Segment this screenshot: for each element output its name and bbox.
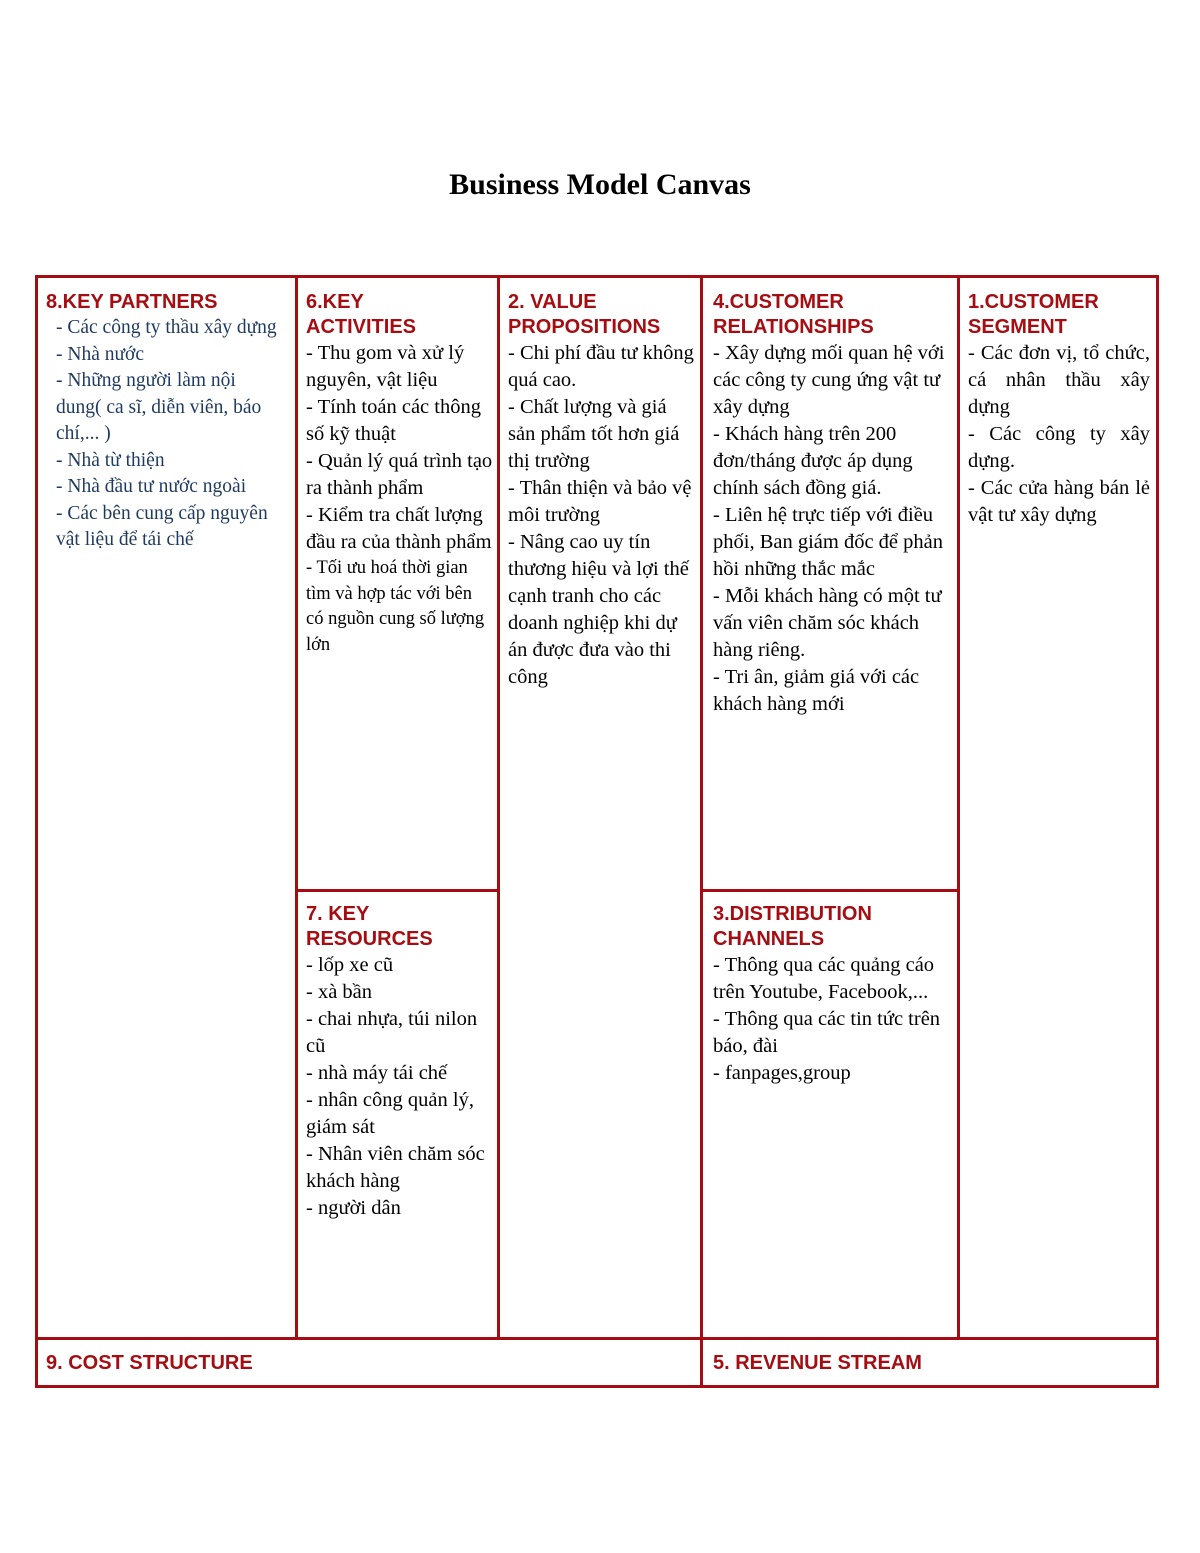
revenue-stream-block xyxy=(713,1351,1143,1376)
cost-structure-heading: 9. COST STRUCTURE xyxy=(46,1352,253,1374)
customer-relationships-block xyxy=(713,290,951,718)
key-resources-list xyxy=(306,952,494,1222)
key-activities-list xyxy=(306,340,494,658)
key-partners-block xyxy=(46,290,286,554)
distribution-channels-heading: 3.DISTRIBUTION CHANNELS xyxy=(713,903,872,950)
customer-segment-heading: 1.CUSTOMER SEGMENT xyxy=(968,291,1099,338)
cost-structure-block xyxy=(46,1351,686,1376)
key-resources-item: - Nhân viên chăm sóc khách hàng xyxy=(306,1143,485,1192)
key-activities-heading: 6.KEY ACTIVITIES xyxy=(306,291,417,338)
customer-segment-block xyxy=(968,290,1150,529)
divider-bottom-row xyxy=(38,1337,1156,1340)
value-propositions-item: - Nâng cao uy tín thương hiệu và lợi thế cạnh tranh cho các doanh nghiệp khi dự án được đưa vào thi công xyxy=(508,531,689,688)
key-partners-item: - Nhà đầu tư nước ngoài xyxy=(56,476,247,497)
customer-segment-item: - Các cửa hàng bán lẻ vật tư xây dựng xyxy=(968,477,1150,526)
key-activities-block xyxy=(306,290,494,658)
value-propositions-block xyxy=(508,290,696,691)
key-partners-heading: 8.KEY PARTNERS xyxy=(46,291,218,313)
divider-activities-value xyxy=(497,278,500,1338)
customer-relationships-list xyxy=(713,340,951,718)
key-activities-item: - Tính toán các thông số kỹ thuật xyxy=(306,396,481,445)
value-propositions-heading: 2. VALUE PROPOSITIONS xyxy=(508,291,661,338)
business-model-canvas xyxy=(35,275,1159,1388)
distribution-channels-item: - Thông qua các quảng cáo trên Youtube, Facebook,... xyxy=(713,954,935,1003)
distribution-channels-list xyxy=(713,952,951,1087)
divider-relationships-channels xyxy=(702,889,958,892)
customer-relationships-item: - Tri ân, giảm giá với các khách hàng mới xyxy=(713,666,920,715)
distribution-channels-item: - Thông qua các tin tức trên báo, đài xyxy=(713,1008,941,1057)
customer-relationships-item: - Mỗi khách hàng có một tư vấn viên chăm sóc khách hàng riêng. xyxy=(713,585,942,661)
key-resources-item: - lốp xe cũ xyxy=(306,954,394,976)
customer-segment-item: - Các đơn vị, tổ chức, cá nhân thầu xây dựng xyxy=(968,342,1150,418)
customer-segment-item: - Các công ty xây dựng. xyxy=(968,423,1150,472)
key-resources-item: - xà bần xyxy=(306,981,373,1003)
value-propositions-list xyxy=(508,340,696,691)
distribution-channels-item: - fanpages,group xyxy=(713,1062,851,1084)
customer-relationships-heading: 4.CUSTOMER RELATIONSHIPS xyxy=(713,291,874,338)
value-propositions-item: - Thân thiện và bảo vệ môi trường xyxy=(508,477,692,526)
key-partners-item: - Các bên cung cấp nguyên vật liệu để tái chế xyxy=(56,502,268,550)
key-activities-item: - Quản lý quá trình tạo ra thành phẩm xyxy=(306,450,493,499)
value-propositions-item: - Chi phí đầu tư không quá cao. xyxy=(508,342,694,391)
distribution-channels-block xyxy=(713,902,951,1087)
key-resources-item: - chai nhựa, túi nilon cũ xyxy=(306,1008,478,1057)
divider-relationships-segment xyxy=(957,278,960,1338)
key-resources-block xyxy=(306,902,494,1222)
key-partners-item: - Nhà từ thiện xyxy=(56,449,165,471)
key-resources-item: - người dân xyxy=(306,1197,401,1219)
revenue-stream-heading: 5. REVENUE STREAM xyxy=(713,1352,922,1374)
key-partners-item: - Các công ty thầu xây dựng xyxy=(56,317,277,338)
divider-activities-resources xyxy=(297,889,498,892)
customer-segment-list xyxy=(968,340,1150,529)
key-partners-item: - Những người làm nội dung( ca sĩ, diễn viên, báo chí,... ) xyxy=(56,370,262,444)
customer-relationships-item: - Liên hệ trực tiếp với điều phối, Ban giám đốc để phản hồi những thắc mắc xyxy=(713,504,944,580)
divider-value-relationships xyxy=(700,278,703,1385)
page-title: Business Model Canvas xyxy=(449,168,751,201)
customer-relationships-item: - Xây dựng mối quan hệ với các công ty cung ứng vật tư xây dựng xyxy=(713,342,945,418)
key-activities-item: - Kiểm tra chất lượng đầu ra của thành phẩm xyxy=(306,504,492,553)
key-activities-item: - Thu gom và xử lý nguyên, vật liệu xyxy=(306,342,465,391)
key-resources-heading: 7. KEY RESOURCES xyxy=(306,903,433,950)
customer-relationships-item: - Khách hàng trên 200 đơn/tháng được áp dụng chính sách đồng giá. xyxy=(713,423,913,499)
key-resources-item: - nhân công quản lý, giám sát xyxy=(306,1089,474,1138)
key-partners-item: - Nhà nước xyxy=(56,343,145,365)
key-resources-item: - nhà máy tái chế xyxy=(306,1062,448,1084)
divider-partners-activities xyxy=(295,278,298,1338)
key-partners-list xyxy=(46,315,286,554)
key-activities-item: - Tối ưu hoá thời gian tìm và hợp tác với bên có nguồn cung số lượng lớn xyxy=(306,558,485,655)
value-propositions-item: - Chất lượng và giá sản phẩm tốt hơn giá thị trường xyxy=(508,396,680,472)
